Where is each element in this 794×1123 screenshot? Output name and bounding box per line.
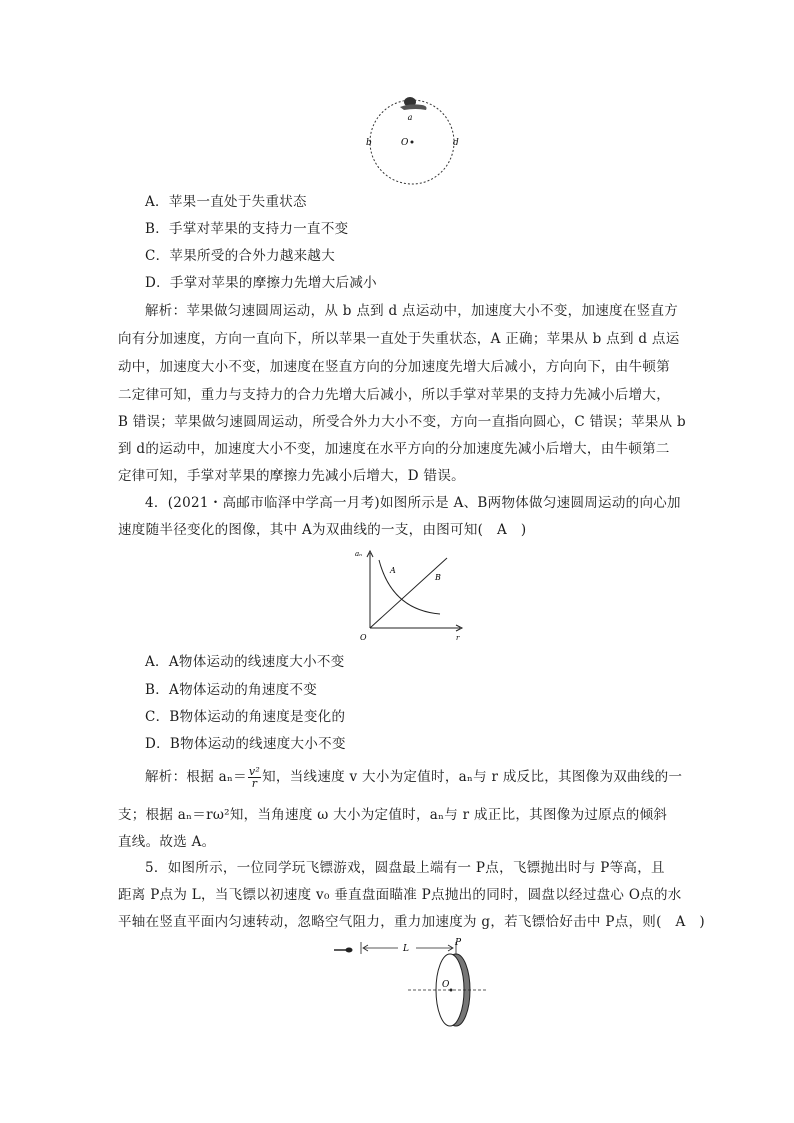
point-p-label: P — [455, 938, 462, 948]
q4-analysis-line-1 — [145, 766, 682, 789]
fraction-denominator: r — [251, 777, 258, 790]
q4-analysis-post: 知，当线速度 v 大小为定值时，aₙ与 r 成反比，其图像为双曲线的一 — [262, 769, 683, 785]
label-d: d — [453, 138, 459, 148]
q4-option-d: D．B物体运动的线速度大小不变 — [145, 736, 346, 752]
acceleration-radius-graph — [352, 548, 477, 643]
distance-label: L — [403, 944, 409, 954]
q3-analysis-line: B 错误；苹果做匀速圆周运动，所受合外力大小不变，方向一直指向圆心，C 错误；苹果从 b — [118, 414, 686, 430]
q4-stem-line: 4．(2021・高邮市临泽中学高一月考)如图所示是 A、B两物体做匀速圆周运动的向心加 — [145, 495, 681, 511]
q4-analysis-line-2: 支；根据 aₙ＝rω²知，当角速度 ω 大小为定值时，aₙ与 r 成正比，其图像为过原点的倾斜 — [118, 807, 668, 823]
label-b: b — [366, 138, 372, 148]
q3-analysis-line: 到 d的运动中，加速度大小不变，加速度在水平方向的分加速度先减小后增大，由牛顿第二 — [118, 441, 670, 457]
line-b-label: B — [435, 573, 441, 582]
q3-analysis-line: 向有分加速度，方向一直向下，所以苹果一直处于失重状态，A 正确；苹果从 b 点到 d 点运 — [118, 331, 680, 347]
apple-on-hand-icon — [400, 97, 427, 110]
formula-fraction — [248, 766, 261, 789]
q5-stem-line: 平轴在竖直平面内匀速转动，忽略空气阻力，重力加速度为 g，若飞镖恰好击中 P点，则( A ) — [118, 914, 705, 930]
q4-option-a: A．A物体运动的线速度大小不变 — [145, 654, 345, 670]
circular-motion-figure — [360, 90, 470, 190]
x-axis-label: r — [456, 634, 460, 642]
dart-disc-figure — [328, 936, 493, 1031]
q3-analysis-line: 解析：苹果做匀速圆周运动，从 b 点到 d 点运动中，加速度大小不变，加速度在竖直方 — [145, 303, 679, 319]
q4-option-c: C．B物体运动的角速度是变化的 — [145, 709, 346, 725]
curve-a-label: A — [390, 566, 396, 575]
disc-center-dot — [450, 989, 453, 992]
label-a: a — [407, 113, 413, 122]
q3-option-b: B．手掌对苹果的支持力一直不变 — [145, 221, 349, 237]
q3-option-c: C．苹果所受的合外力越来越大 — [145, 248, 336, 264]
q4-stem-line: 速度随半径变化的图像，其中 A为双曲线的一支，由图可知( A ) — [118, 522, 527, 538]
q4-analysis-line-3: 直线。故选 A。 — [118, 834, 216, 850]
curve-a — [379, 560, 440, 614]
label-o: O — [401, 138, 409, 148]
q3-analysis-line: 二定律可知，重力与支持力的合力先增大后减小，所以手掌对苹果的支持力先减小后增大， — [118, 387, 670, 403]
q3-analysis-line: 定律可知，手掌对苹果的摩擦力先减小后增大，D 错误。 — [118, 468, 465, 484]
q3-option-d: D．手掌对苹果的摩擦力先增大后减小 — [145, 275, 377, 291]
q5-stem-line: 5．如图所示，一位同学玩飞镖游戏，圆盘最上端有一 P点，飞镖抛出时与 P等高，且 — [145, 860, 665, 876]
disc-center-label: O — [442, 980, 450, 990]
center-dot — [411, 141, 414, 144]
q4-analysis-pre: 解析：根据 aₙ＝ — [145, 769, 247, 785]
origin-label: O — [360, 633, 367, 642]
dart-icon — [334, 948, 353, 953]
fraction-numerator: v² — [248, 765, 261, 778]
q4-option-b: B．A物体运动的角速度不变 — [145, 682, 318, 698]
q5-stem-line: 距离 P点为 L，当飞镖以初速度 v₀ 垂直盘面瞄准 P点抛出的同时，圆盘以经过盘心 O点的水 — [118, 887, 682, 903]
y-axis-label: aₙ — [355, 550, 363, 558]
q3-option-a: A．苹果一直处于失重状态 — [145, 194, 307, 210]
q3-analysis-line: 动中，加速度大小不变，加速度在竖直方向的分加速度先增大后减小，方向向下，由牛顿第 — [118, 359, 670, 375]
